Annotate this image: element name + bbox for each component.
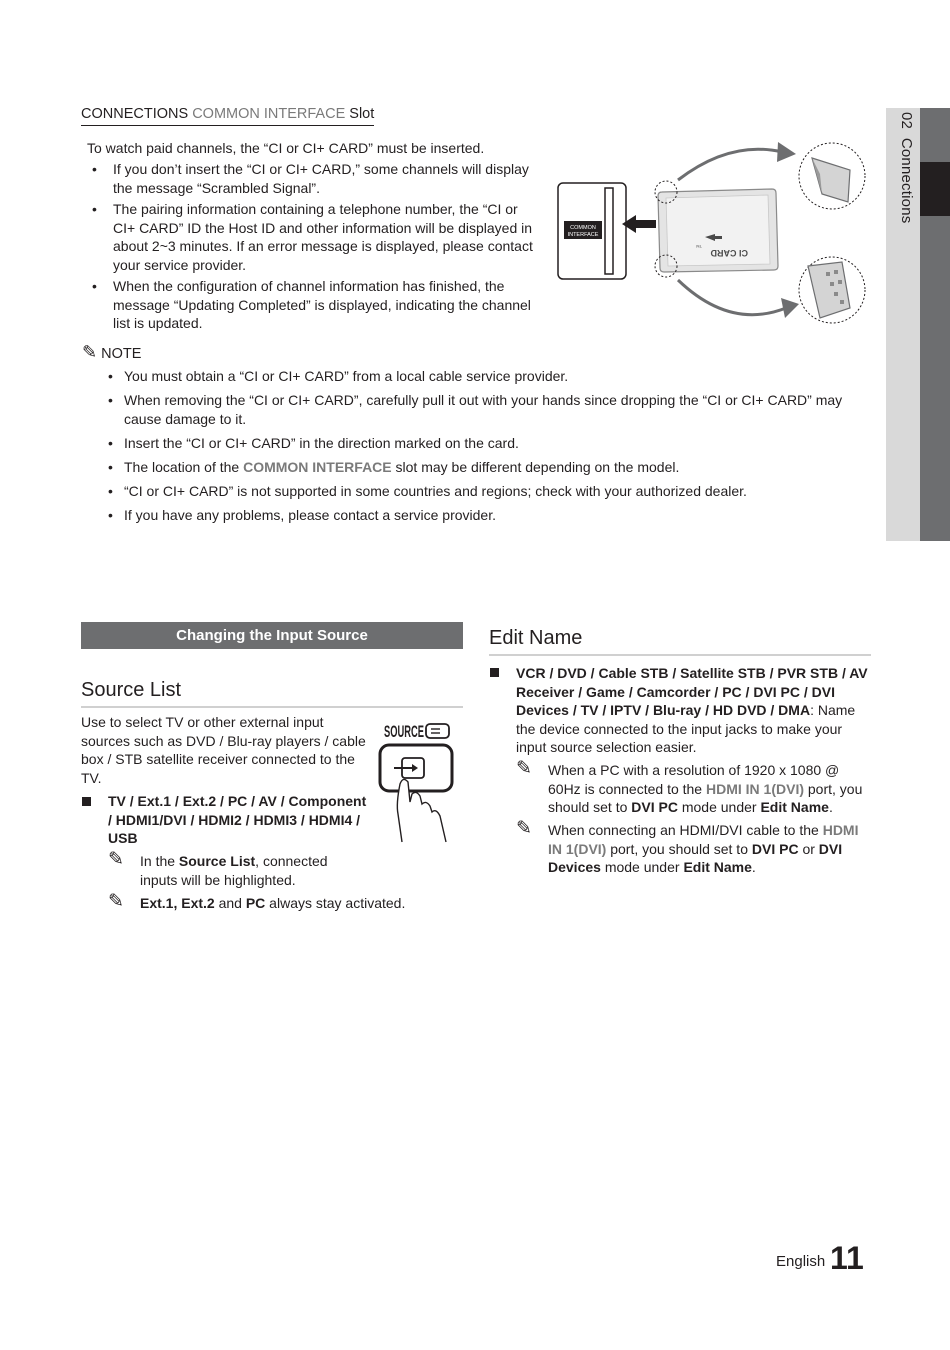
- list-item: • The location of the COMMON INTERFACE slot may be different depending on the model.: [108, 458, 868, 477]
- pencil-icon: ✎: [108, 849, 124, 870]
- ci-intro: To watch paid channels, the “CI or CI+ CARD” must be inserted.: [87, 140, 485, 156]
- note-heading: ✎ NOTE: [82, 342, 142, 362]
- page-number: 11: [830, 1240, 864, 1276]
- edit-name-devices: VCR / DVD / Cable STB / Satellite STB / PVR STB / AV Receiver / Game / Camcorder / PC / DVI PC / DVI Devices / TV / IPTV / Blu-ray / HD DVD / DMA: Name the device connected to the input jacks to make your input source selection easier.: [516, 665, 868, 755]
- note-list: [108, 367, 868, 530]
- list-item: • “CI or CI+ CARD” is not supported in some countries and regions; check with your authorized dealer.: [108, 482, 868, 501]
- list-item: • Insert the “CI or CI+ CARD” in the direction marked on the card.: [108, 434, 868, 453]
- chapter-label: [893, 112, 915, 312]
- pencil-icon: ✎: [516, 818, 532, 839]
- slot-opening: [605, 188, 613, 274]
- source-note-1: ✎ In the Source List, connected inputs will be highlighted.: [108, 849, 328, 888]
- curved-arrow-bottom: [678, 280, 786, 315]
- list-item: • If you have any problems, please contact a service provider.: [108, 506, 868, 525]
- source-list-title: Source List: [81, 679, 463, 708]
- menu-icon: [426, 724, 449, 738]
- chapter-title: Connections: [898, 137, 915, 224]
- section-banner: Changing the Input Source: [81, 622, 463, 649]
- curved-arrow-top: [678, 149, 782, 180]
- square-bullet-icon: [82, 797, 91, 806]
- source-inputs-list: TV / Ext.1 / Ext.2 / PC / AV / Component / HDMI1/DVI / HDMI2 / HDMI3 / HDMI4 / USB: [108, 793, 367, 846]
- source-button-label: SOURCE: [384, 722, 424, 741]
- card-mark: TM: [696, 244, 702, 249]
- edit-note-1: ✎ When a PC with a resolution of 1920 x 1080 @ 60Hz is connected to the HDMI IN 1(DVI) port, you should set to DVI PC mode under Edit Name.: [516, 758, 863, 815]
- chapter-number: 02: [898, 112, 915, 130]
- source-button-illustration: [376, 714, 460, 846]
- slot-label-2: INTERFACE: [567, 232, 599, 238]
- list-item: • The pairing information containing a telephone number, the “CI or CI+ CARD” ID the Host ID and other information will be displayed in about 2~3 minutes. If an error message is displayed, please contact your service provider.: [87, 200, 537, 274]
- ci-bullet-list: [87, 160, 537, 336]
- list-item: • You must obtain a “CI or CI+ CARD” from a local cable service provider.: [108, 367, 868, 386]
- list-item: • When removing the “CI or CI+ CARD”, carefully pull it out with your hands since dropping the “CI or CI+ CARD” may cause damage to it.: [108, 391, 868, 428]
- list-item: • When the configuration of channel information has finished, the message “Updating Completed” is displayed, indicating the channel list is updated.: [87, 277, 537, 333]
- slot-label-1: COMMON: [570, 225, 596, 231]
- curved-arrow-top-head-icon: [777, 142, 796, 162]
- ci-card-diagram: [550, 140, 870, 330]
- source-list-description: Use to select TV or other external input sources such as DVD / Blu-ray players / cable box / STB satellite receiver connected to the TV.: [81, 714, 366, 786]
- pencil-icon: ✎: [82, 342, 98, 362]
- list-item: • If you don’t insert the “CI or CI+ CARD,” some channels will display the message “Scrambled Signal”.: [87, 160, 537, 197]
- pencil-icon: ✎: [108, 891, 124, 912]
- source-note-2: ✎ Ext.1, Ext.2 and PC always stay activated.: [108, 891, 406, 912]
- footer-language: English: [776, 1253, 826, 1270]
- chapter-tab-marker: [920, 162, 950, 216]
- insert-arrow-icon: [622, 215, 656, 233]
- pencil-icon: ✎: [516, 758, 532, 779]
- square-bullet-icon: [490, 668, 499, 677]
- curved-arrow-bottom-head-icon: [781, 298, 799, 318]
- ci-section-heading: CONNECTIONS COMMON INTERFACE Slot: [81, 106, 374, 126]
- card-label: CI CARD: [710, 248, 748, 258]
- edit-note-2: ✎ When connecting an HDMI/DVI cable to the HDMI IN 1(DVI) port, you should set to DVI PC or DVI Devices mode under Edit Name.: [516, 818, 859, 875]
- edit-name-title: Edit Name: [489, 627, 871, 656]
